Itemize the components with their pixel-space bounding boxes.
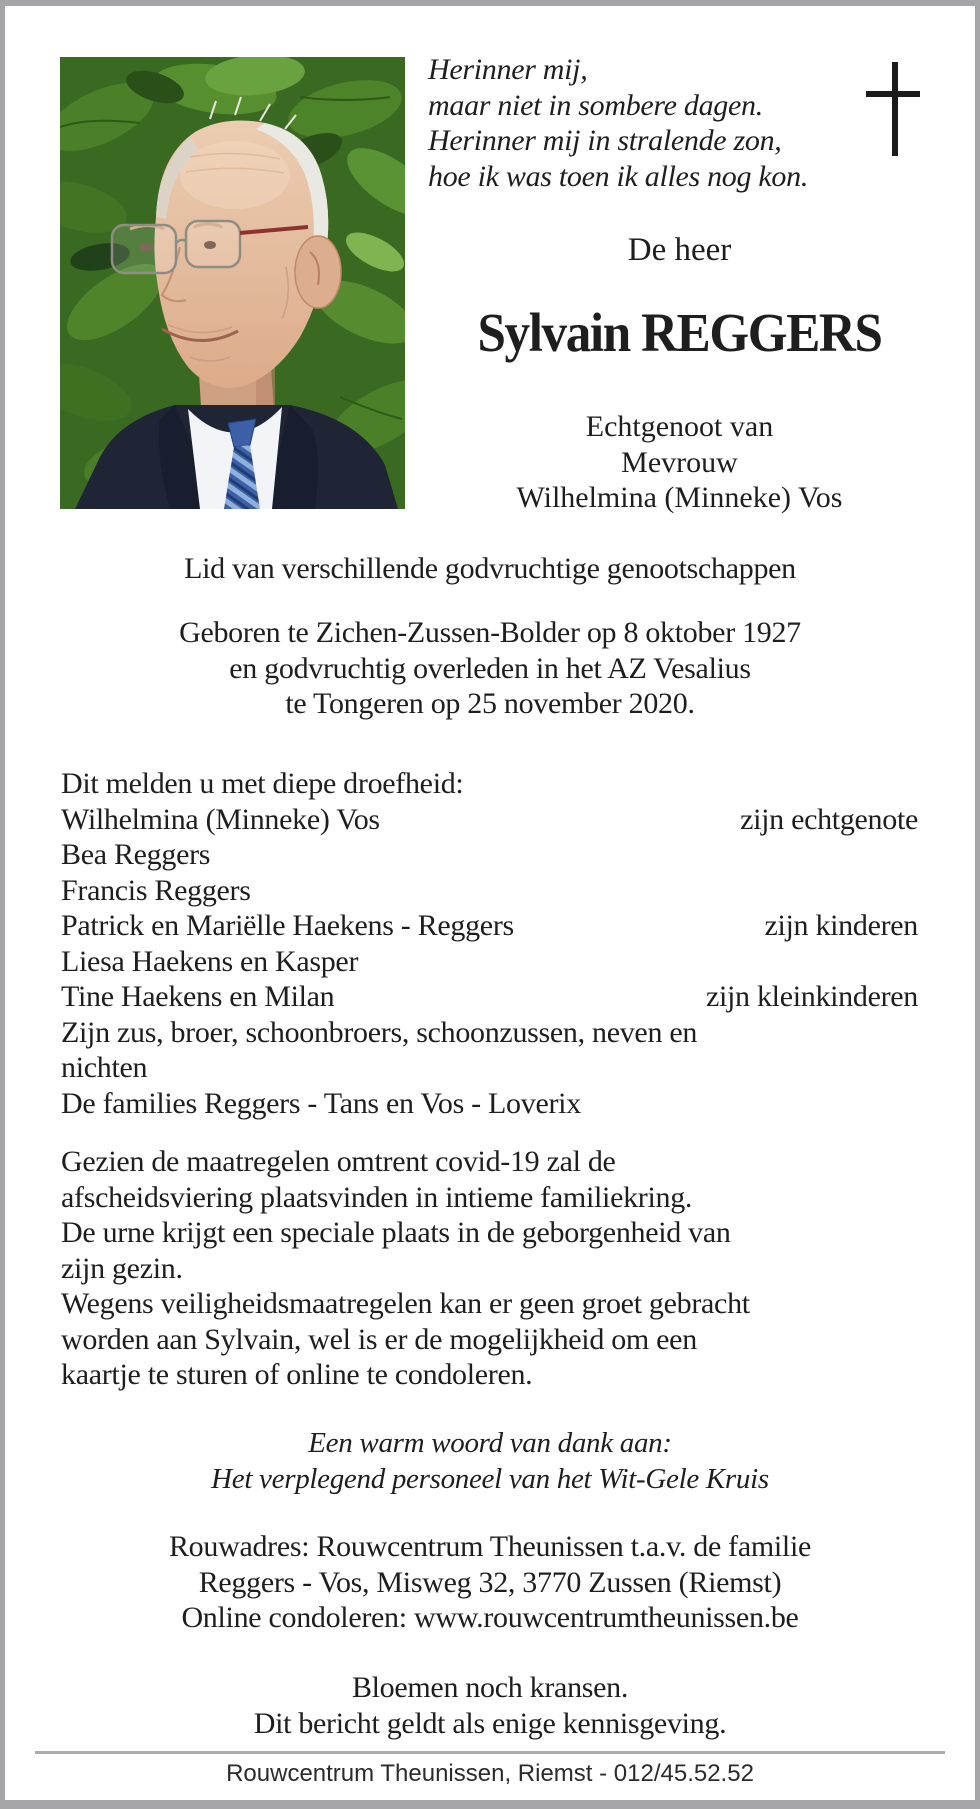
family-member: Wilhelmina (Minneke) Vos: [61, 802, 380, 836]
thanks-line: Een warm woord van dank aan:: [308, 1427, 672, 1459]
family-member: Francis Reggers: [61, 873, 251, 907]
relation-line: Echtgenoot van: [585, 410, 774, 443]
relation-line: Wilhelmina (Minneke) Vos: [516, 481, 843, 514]
funeral-home-footer: Rouwcentrum Theunissen, Riemst - 012/45.52.52: [226, 1760, 754, 1787]
life-dates-block: [5, 615, 975, 722]
family-relation: zijn kleinkinderen: [705, 980, 918, 1013]
family-member: Bea Reggers: [61, 838, 211, 871]
family-row: [61, 979, 918, 1015]
family-member: nichten: [61, 1051, 148, 1084]
poem-line: Herinner mij,: [428, 53, 588, 86]
family-relation: zijn echtgenote: [740, 802, 918, 836]
life-line: te Tongeren op 25 november 2020.: [285, 687, 695, 720]
family-member: Zijn zus, broer, schoonbroers, schoonzussen, neven en: [61, 1015, 698, 1049]
membership-line: Lid van verschillende godvruchtige genootschappen: [184, 552, 796, 585]
thanks-line: Het verplegend personeel van het Wit-Gele Kruis: [211, 1462, 769, 1495]
closing-line: Bloemen noch kransen.: [351, 1671, 629, 1704]
thanks-block: [5, 1426, 975, 1497]
covid-line: Gezien de maatregelen omtrent covid-19 zal de: [61, 1145, 616, 1178]
family-row: [61, 1015, 918, 1051]
family-row: [61, 873, 918, 909]
cross-horizontal-bar: [866, 91, 920, 97]
cross-icon: [866, 62, 920, 156]
poem-line: maar niet in sombere dagen.: [428, 88, 763, 122]
poem-line: Herinner mij in stralende zon,: [428, 124, 782, 157]
mourning-address-block: [5, 1529, 975, 1636]
address-line: Online condoleren: www.rouwcentrumtheunissen.be: [181, 1601, 799, 1634]
family-member: Liesa Haekens en Kasper: [61, 944, 359, 978]
family-intro: Dit melden u met diepe droefheid:: [61, 767, 464, 800]
cross-vertical-bar: [892, 62, 898, 156]
footer-divider: [35, 1751, 945, 1754]
life-line: en godvruchtig overleden in het AZ Vesalius: [229, 651, 751, 685]
life-line: Geboren te Zichen-Zussen-Bolder op 8 oktober 1927: [179, 616, 801, 649]
covid-line: kaartje te sturen of online te condoleren.: [61, 1358, 533, 1391]
family-row: [61, 944, 918, 980]
family-row: [61, 1086, 918, 1122]
covid-notice: [61, 1144, 918, 1393]
family-member: Tine Haekens en Milan: [61, 980, 335, 1013]
spouse-block: [407, 409, 952, 516]
family-row: [61, 802, 918, 838]
family-member: De families Reggers - Tans en Vos - Loverix: [61, 1086, 581, 1120]
poem-line: hoe ik was toen ik alles nog kon.: [428, 159, 809, 193]
memorial-card-page: [5, 6, 975, 1800]
honorific: De heer: [627, 232, 732, 268]
family-member: Patrick en Mariëlle Haekens - Reggers: [61, 909, 514, 942]
family-announcement: [61, 766, 918, 1121]
deceased-name: Sylvain REGGERS: [477, 302, 882, 363]
covid-line: zijn gezin.: [61, 1251, 183, 1285]
portrait-photo: [60, 57, 405, 509]
family-row: [61, 1050, 918, 1086]
family-row: [61, 837, 918, 873]
covid-line: afscheidsviering plaatsvinden in intieme familiekring.: [61, 1180, 693, 1214]
memorial-poem: [428, 52, 808, 194]
covid-line: worden aan Sylvain, wel is er de mogelijkheid om een: [61, 1322, 697, 1356]
relation-line: Mevrouw: [621, 445, 738, 479]
family-relation: zijn kinderen: [764, 909, 918, 942]
closing-block: [5, 1670, 975, 1741]
address-line: Reggers - Vos, Misweg 32, 3770 Zussen (Riemst): [198, 1565, 782, 1599]
closing-line: Dit bericht geldt als enige kennisgeving.: [253, 1706, 727, 1740]
address-line: Rouwadres: Rouwcentrum Theunissen t.a.v. de familie: [168, 1530, 812, 1563]
family-row: [61, 908, 918, 944]
covid-line: Wegens veiligheidsmaatregelen kan er geen groet gebracht: [61, 1287, 750, 1320]
covid-line: De urne krijgt een speciale plaats in de geborgenheid van: [61, 1216, 731, 1249]
